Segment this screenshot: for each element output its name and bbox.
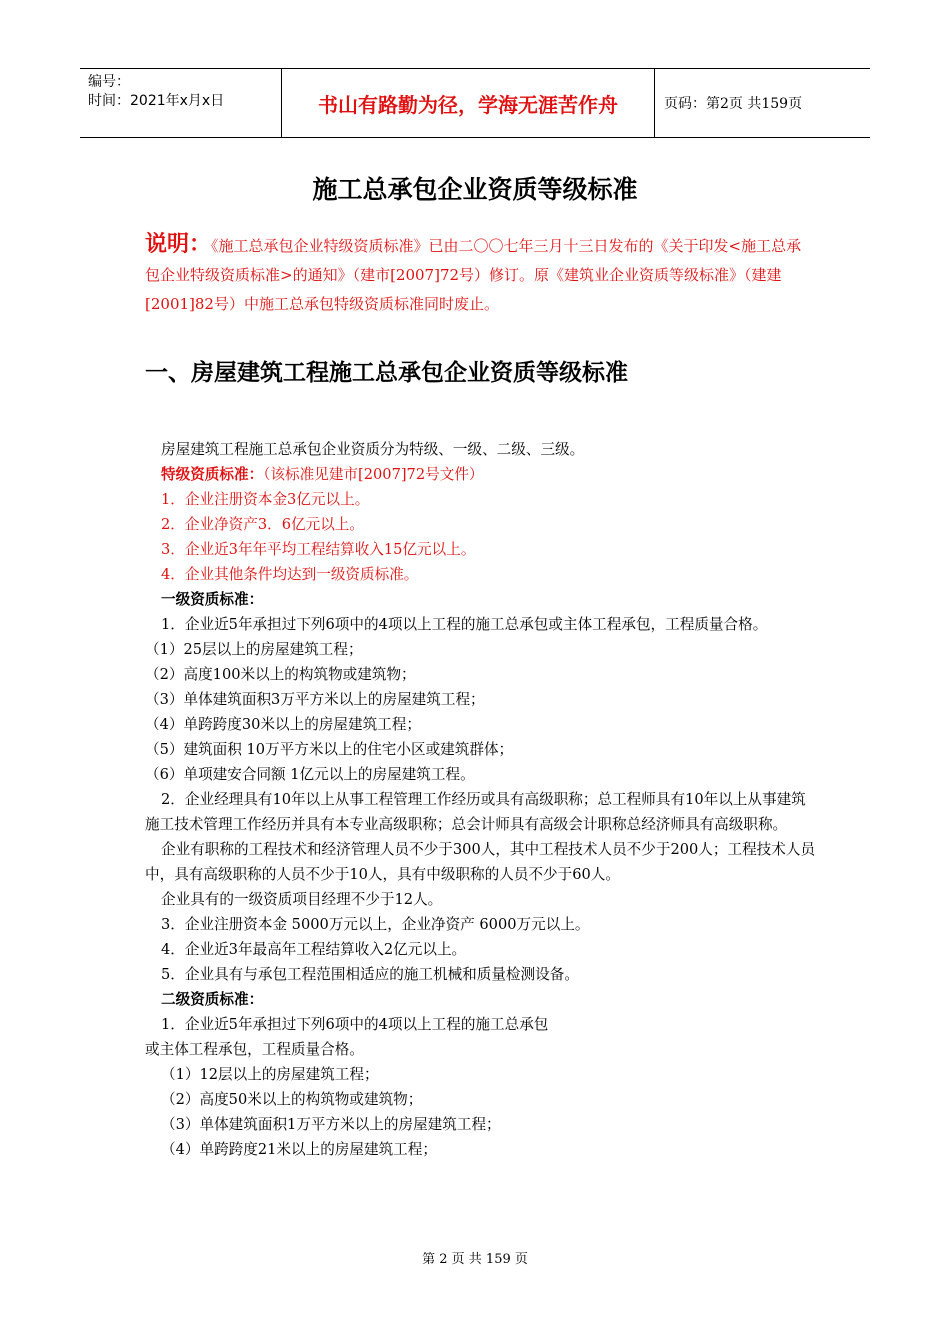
header-page-info: 页码：第2页 共159页	[664, 96, 803, 112]
note-text: 《施工总承包企业特级资质标准》已由二〇〇七年三月十三日发布的《关于印发<施工总承包企业特级资质标准>的通知》（建市[2007]72号）修订。原《建筑业企业资质等级标准》（建建[2001]82号）中施工总承包特级资质标准同时废止。	[145, 237, 802, 313]
grade1-item-4: 4．企业近3年最高年工程结算收入2亿元以上。	[161, 941, 467, 958]
grade1-sub-3: （3）单体建筑面积3万平方米以上的房屋建筑工程；	[145, 691, 485, 708]
header-meta	[80, 69, 282, 137]
header-motto: 书山有路勤为径，学海无涯苦作舟	[282, 69, 655, 137]
special-grade-reference: （该标准见建市[2007]72号文件）	[263, 466, 484, 483]
grade1-sub-1: （1）25层以上的房屋建筑工程；	[145, 641, 363, 658]
grade2-sub-2: （2）高度50米以上的构筑物或建筑物；	[161, 1091, 423, 1108]
note-label: 说明：	[145, 232, 212, 257]
page-footer: 第 2 页 共 159 页	[422, 1252, 528, 1267]
date-label: 时间：2021年x月x日	[88, 93, 225, 109]
grade1-sub-6: （6）单项建安合同额 1亿元以上的房屋建筑工程。	[145, 766, 475, 783]
grade2-item-1: 1．企业近5年承担过下列6项中的4项以上工程的施工总承包	[161, 1016, 549, 1033]
grade1-item-1: 1．企业近5年承担过下列6项中的4项以上工程的施工总承包或主体工程承包，工程质量合格。	[161, 616, 768, 633]
special-item-1: 1．企业注册资本金3亿元以上。	[161, 491, 370, 508]
grade2-sub-4: （4）单跨跨度21米以上的房屋建筑工程；	[161, 1141, 437, 1158]
grade1-managers: 企业具有的一级资质项目经理不少于12人。	[161, 891, 443, 908]
section-heading: 一、房屋建筑工程施工总承包企业资质等级标准	[145, 360, 628, 386]
grade1-staff: 企业有职称的工程技术和经济管理人员不少于300人，其中工程技术人员不少于200人；工程技术人员中，具有高级职称的人员不少于10人，具有中级职称的人员不少于60人。	[145, 841, 816, 883]
grade2-sub-3: （3）单体建筑面积1万平方米以上的房屋建筑工程；	[161, 1116, 501, 1133]
grade1-heading: 一级资质标准：	[161, 591, 264, 608]
grade1-item-3: 3．企业注册资本金 5000万元以上，企业净资产 6000万元以上。	[161, 916, 590, 933]
intro-line: 房屋建筑工程施工总承包企业资质分为特级、一级、二级、三级。	[161, 441, 585, 458]
document-title: 施工总承包企业资质等级标准	[312, 175, 638, 204]
special-item-2: 2．企业净资产3．6亿元以上。	[161, 516, 364, 533]
special-item-4: 4．企业其他条件均达到一级资质标准。	[161, 566, 419, 583]
grade1-sub-2: （2）高度100米以上的构筑物或建筑物；	[145, 666, 416, 683]
grade1-sub-5: （5）建筑面积 10万平方米以上的住宅小区或建筑群体；	[145, 741, 514, 758]
special-grade-heading: 特级资质标准：	[161, 466, 264, 483]
grade2-item-1-cont: 或主体工程承包，工程质量合格。	[145, 1041, 364, 1058]
grade1-item-2: 2．企业经理具有10年以上从事工程管理工作经历或具有高级职称；总工程师具有10年以上从事建筑施工技术管理工作经历并具有本专业高级职称；总会计师具有高级会计职称总经济师具有高级职称。	[145, 791, 806, 833]
number-label: 编号：	[88, 74, 130, 90]
note-paragraph	[145, 230, 815, 319]
special-grade-line	[145, 462, 817, 487]
page-header	[80, 68, 870, 138]
grade1-item-5: 5．企业具有与承包工程范围相适应的施工机械和质量检测设备。	[161, 966, 579, 983]
grade2-heading: 二级资质标准：	[161, 991, 264, 1008]
special-item-3: 3．企业近3年年平均工程结算收入15亿元以上。	[161, 541, 476, 558]
document-body	[145, 437, 817, 1162]
grade2-sub-1: （1）12层以上的房屋建筑工程；	[161, 1066, 379, 1083]
grade1-sub-4: （4）单跨跨度30米以上的房屋建筑工程；	[145, 716, 421, 733]
